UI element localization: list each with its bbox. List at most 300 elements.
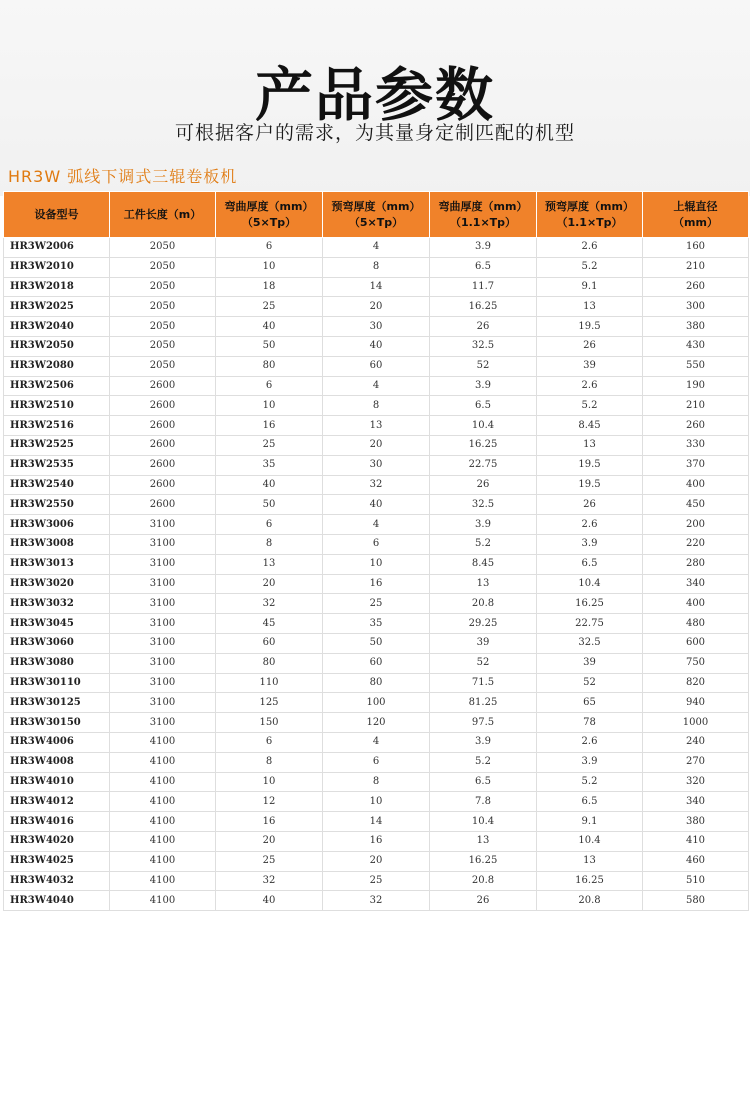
model-cell: HR3W3006: [4, 515, 110, 535]
table-cell: 4100: [110, 792, 216, 812]
table-cell: 32: [323, 891, 430, 911]
table-row: [4, 238, 749, 258]
table-cell: 16.25: [537, 594, 643, 614]
table-cell: 3.9: [537, 752, 643, 772]
table-cell: 20.8: [430, 871, 537, 891]
table-cell: 410: [643, 831, 749, 851]
table-cell: 60: [323, 356, 430, 376]
table-cell: 40: [323, 336, 430, 356]
table-cell: 10: [323, 792, 430, 812]
table-cell: 2600: [110, 435, 216, 455]
table-cell: 370: [643, 455, 749, 475]
table-cell: 4100: [110, 851, 216, 871]
table-cell: 25: [216, 435, 323, 455]
table-row: [4, 336, 749, 356]
table-cell: 2600: [110, 475, 216, 495]
table-cell: 8: [323, 772, 430, 792]
table-cell: 19.5: [537, 317, 643, 337]
model-cell: HR3W3060: [4, 633, 110, 653]
table-cell: 110: [216, 673, 323, 693]
table-cell: 32: [216, 594, 323, 614]
table-cell: 13: [216, 554, 323, 574]
model-cell: HR3W2006: [4, 238, 110, 258]
table-cell: 280: [643, 554, 749, 574]
spec-table-header: [4, 192, 749, 238]
model-cell: HR3W2050: [4, 336, 110, 356]
table-row: [4, 891, 749, 911]
table-cell: 480: [643, 614, 749, 634]
page-title: 产品参数: [254, 61, 495, 129]
table-cell: 2.6: [537, 515, 643, 535]
table-cell: 4: [323, 376, 430, 396]
table-cell: 4100: [110, 812, 216, 832]
table-cell: 1000: [643, 713, 749, 733]
table-cell: 60: [323, 653, 430, 673]
table-cell: 52: [430, 356, 537, 376]
table-cell: 460: [643, 851, 749, 871]
model-cell: HR3W2540: [4, 475, 110, 495]
table-row: [4, 851, 749, 871]
table-cell: 10.4: [430, 416, 537, 436]
table-cell: 2050: [110, 356, 216, 376]
table-cell: 260: [643, 277, 749, 297]
model-cell: HR3W2506: [4, 376, 110, 396]
table-cell: 32.5: [537, 633, 643, 653]
column-header-line1: 弯曲厚度（mm）: [224, 199, 314, 213]
table-cell: 3100: [110, 594, 216, 614]
table-cell: 3100: [110, 713, 216, 733]
table-cell: 400: [643, 475, 749, 495]
spec-table: [3, 191, 749, 911]
table-cell: 35: [216, 455, 323, 475]
table-cell: 16.25: [430, 851, 537, 871]
table-row: [4, 515, 749, 535]
table-cell: 210: [643, 257, 749, 277]
table-cell: 20: [323, 435, 430, 455]
table-cell: 3100: [110, 515, 216, 535]
table-cell: 2050: [110, 336, 216, 356]
table-cell: 240: [643, 732, 749, 752]
table-cell: 8.45: [537, 416, 643, 436]
table-cell: 4100: [110, 752, 216, 772]
table-cell: 32: [216, 871, 323, 891]
table-cell: 4100: [110, 831, 216, 851]
table-cell: 6.5: [537, 792, 643, 812]
table-cell: 65: [537, 693, 643, 713]
table-cell: 150: [216, 713, 323, 733]
table-cell: 750: [643, 653, 749, 673]
table-cell: 2600: [110, 396, 216, 416]
table-row: [4, 752, 749, 772]
table-cell: 16.25: [430, 297, 537, 317]
table-cell: 5.2: [537, 257, 643, 277]
column-header-line1: 设备型号: [34, 207, 79, 221]
table-cell: 20: [216, 574, 323, 594]
table-row: [4, 792, 749, 812]
table-cell: 39: [537, 653, 643, 673]
table-row: [4, 495, 749, 515]
table-cell: 10.4: [537, 574, 643, 594]
model-cell: HR3W4016: [4, 812, 110, 832]
table-cell: 8.45: [430, 554, 537, 574]
table-cell: 3.9: [430, 376, 537, 396]
table-cell: 510: [643, 871, 749, 891]
table-cell: 25: [323, 871, 430, 891]
table-cell: 120: [323, 713, 430, 733]
table-cell: 3100: [110, 574, 216, 594]
table-cell: 6: [216, 376, 323, 396]
table-cell: 40: [216, 891, 323, 911]
table-cell: 3100: [110, 534, 216, 554]
table-cell: 3100: [110, 554, 216, 574]
table-cell: 19.5: [537, 475, 643, 495]
column-header-line2: （1.1×Tp）: [449, 215, 517, 229]
table-cell: 2050: [110, 238, 216, 258]
table-cell: 820: [643, 673, 749, 693]
table-cell: 4: [323, 238, 430, 258]
table-row: [4, 376, 749, 396]
table-cell: 25: [216, 851, 323, 871]
model-cell: HR3W30110: [4, 673, 110, 693]
table-row: [4, 534, 749, 554]
table-cell: 50: [323, 633, 430, 653]
table-cell: 52: [430, 653, 537, 673]
table-cell: 6: [216, 732, 323, 752]
table-cell: 16: [323, 831, 430, 851]
table-cell: 400: [643, 594, 749, 614]
table-cell: 2.6: [537, 238, 643, 258]
model-cell: HR3W30125: [4, 693, 110, 713]
model-cell: HR3W4025: [4, 851, 110, 871]
model-cell: HR3W2080: [4, 356, 110, 376]
page-subtitle: 可根据客户的需求，为其量身定制匹配的机型: [174, 122, 575, 144]
table-cell: 2050: [110, 297, 216, 317]
column-header-line2: （5×Tp）: [241, 215, 297, 229]
table-cell: 20: [323, 851, 430, 871]
table-cell: 6.5: [430, 772, 537, 792]
model-cell: HR3W4008: [4, 752, 110, 772]
table-cell: 26: [537, 336, 643, 356]
table-cell: 32: [323, 475, 430, 495]
table-cell: 26: [430, 475, 537, 495]
model-cell: HR3W4010: [4, 772, 110, 792]
table-cell: 5.2: [430, 752, 537, 772]
table-cell: 8: [323, 396, 430, 416]
table-cell: 60: [216, 633, 323, 653]
table-row: [4, 812, 749, 832]
column-header-line1: 预弯厚度（mm）: [545, 199, 634, 213]
table-cell: 16.25: [430, 435, 537, 455]
table-cell: 340: [643, 792, 749, 812]
table-cell: 9.1: [537, 277, 643, 297]
column-header: [643, 192, 749, 238]
table-cell: 2.6: [537, 732, 643, 752]
model-series-title: HR3W 弧线下调式三辊卷板机: [8, 167, 238, 186]
spec-table-header-row: [4, 192, 749, 238]
table-cell: 3.9: [430, 238, 537, 258]
table-cell: 4: [323, 732, 430, 752]
table-cell: 50: [216, 336, 323, 356]
column-header: [216, 192, 323, 238]
column-header-line2: （mm）: [673, 215, 718, 229]
table-cell: 2050: [110, 277, 216, 297]
table-cell: 600: [643, 633, 749, 653]
table-cell: 80: [216, 356, 323, 376]
table-row: [4, 554, 749, 574]
table-row: [4, 257, 749, 277]
model-cell: HR3W2010: [4, 257, 110, 277]
table-cell: 4100: [110, 732, 216, 752]
table-cell: 25: [216, 297, 323, 317]
model-cell: HR3W2535: [4, 455, 110, 475]
table-cell: 71.5: [430, 673, 537, 693]
table-cell: 12: [216, 792, 323, 812]
table-cell: 52: [537, 673, 643, 693]
model-cell: HR3W2025: [4, 297, 110, 317]
table-cell: 4: [323, 515, 430, 535]
model-cell: HR3W4012: [4, 792, 110, 812]
table-cell: 10: [216, 772, 323, 792]
table-cell: 2600: [110, 495, 216, 515]
column-header-line1: 弯曲厚度（mm）: [438, 199, 528, 213]
table-cell: 4100: [110, 871, 216, 891]
table-cell: 10: [323, 554, 430, 574]
column-header-line1: 工件长度（m）: [123, 207, 202, 221]
model-cell: HR3W3013: [4, 554, 110, 574]
table-cell: 5.2: [537, 772, 643, 792]
table-row: [4, 831, 749, 851]
table-cell: 320: [643, 772, 749, 792]
table-row: [4, 416, 749, 436]
model-cell: HR3W3008: [4, 534, 110, 554]
table-cell: 16: [216, 812, 323, 832]
table-cell: 8: [323, 257, 430, 277]
table-cell: 3100: [110, 614, 216, 634]
spec-table-body: [4, 238, 749, 911]
table-cell: 40: [216, 317, 323, 337]
table-cell: 430: [643, 336, 749, 356]
header-banner: [0, 0, 750, 196]
table-cell: 78: [537, 713, 643, 733]
table-cell: 7.8: [430, 792, 537, 812]
table-cell: 6: [216, 238, 323, 258]
table-cell: 3100: [110, 693, 216, 713]
table-cell: 6.5: [537, 554, 643, 574]
table-cell: 2600: [110, 376, 216, 396]
table-cell: 40: [323, 495, 430, 515]
table-cell: 300: [643, 297, 749, 317]
table-cell: 125: [216, 693, 323, 713]
table-cell: 30: [323, 317, 430, 337]
model-cell: HR3W2516: [4, 416, 110, 436]
table-cell: 14: [323, 277, 430, 297]
table-row: [4, 317, 749, 337]
table-cell: 26: [537, 495, 643, 515]
table-cell: 80: [216, 653, 323, 673]
table-cell: 81.25: [430, 693, 537, 713]
model-cell: HR3W2018: [4, 277, 110, 297]
table-cell: 13: [323, 416, 430, 436]
table-cell: 940: [643, 693, 749, 713]
table-cell: 10: [216, 257, 323, 277]
table-cell: 3100: [110, 633, 216, 653]
model-cell: HR3W4040: [4, 891, 110, 911]
model-cell: HR3W3020: [4, 574, 110, 594]
model-cell: HR3W4020: [4, 831, 110, 851]
table-cell: 550: [643, 356, 749, 376]
table-cell: 13: [537, 851, 643, 871]
table-cell: 32.5: [430, 495, 537, 515]
table-cell: 330: [643, 435, 749, 455]
table-cell: 4100: [110, 891, 216, 911]
table-cell: 160: [643, 238, 749, 258]
table-cell: 3100: [110, 653, 216, 673]
table-cell: 3.9: [537, 534, 643, 554]
table-cell: 2.6: [537, 376, 643, 396]
table-cell: 340: [643, 574, 749, 594]
table-row: [4, 871, 749, 891]
table-cell: 3.9: [430, 515, 537, 535]
table-cell: 39: [537, 356, 643, 376]
model-cell: HR3W3080: [4, 653, 110, 673]
table-cell: 580: [643, 891, 749, 911]
table-cell: 8: [216, 752, 323, 772]
model-cell: HR3W4006: [4, 732, 110, 752]
table-cell: 25: [323, 594, 430, 614]
table-cell: 2050: [110, 257, 216, 277]
table-row: [4, 614, 749, 634]
table-cell: 20.8: [430, 594, 537, 614]
table-row: [4, 693, 749, 713]
table-cell: 16: [216, 416, 323, 436]
table-cell: 30: [323, 455, 430, 475]
table-cell: 6: [323, 534, 430, 554]
table-cell: 3.9: [430, 732, 537, 752]
table-cell: 10.4: [537, 831, 643, 851]
table-cell: 100: [323, 693, 430, 713]
table-row: [4, 732, 749, 752]
table-cell: 13: [537, 297, 643, 317]
table-cell: 190: [643, 376, 749, 396]
column-header-line1: 预弯厚度（mm）: [331, 199, 421, 213]
table-cell: 2600: [110, 416, 216, 436]
rolling-diagram: [0, 915, 750, 1101]
table-cell: 11.7: [430, 277, 537, 297]
table-cell: 14: [323, 812, 430, 832]
table-cell: 20: [216, 831, 323, 851]
column-header-line2: （5×Tp）: [348, 215, 404, 229]
table-cell: 20: [323, 297, 430, 317]
table-row: [4, 633, 749, 653]
table-row: [4, 297, 749, 317]
table-cell: 13: [430, 831, 537, 851]
table-cell: 200: [643, 515, 749, 535]
table-cell: 2050: [110, 317, 216, 337]
table-cell: 35: [323, 614, 430, 634]
model-cell: HR3W3045: [4, 614, 110, 634]
table-row: [4, 277, 749, 297]
table-cell: 22.75: [430, 455, 537, 475]
table-cell: 380: [643, 317, 749, 337]
table-cell: 22.75: [537, 614, 643, 634]
table-row: [4, 455, 749, 475]
table-cell: 9.1: [537, 812, 643, 832]
table-cell: 32.5: [430, 336, 537, 356]
table-row: [4, 772, 749, 792]
table-cell: 26: [430, 891, 537, 911]
table-cell: 380: [643, 812, 749, 832]
table-cell: 6.5: [430, 257, 537, 277]
table-row: [4, 574, 749, 594]
table-cell: 13: [537, 435, 643, 455]
table-cell: 8: [216, 534, 323, 554]
table-cell: 220: [643, 534, 749, 554]
table-cell: 26: [430, 317, 537, 337]
column-header: [430, 192, 537, 238]
column-header: [537, 192, 643, 238]
table-cell: 6: [323, 752, 430, 772]
model-cell: HR3W2040: [4, 317, 110, 337]
column-header-line1: 上辊直径: [673, 199, 718, 213]
table-cell: 20.8: [537, 891, 643, 911]
model-cell: HR3W30150: [4, 713, 110, 733]
table-cell: 29.25: [430, 614, 537, 634]
table-cell: 16.25: [537, 871, 643, 891]
column-header-line2: （1.1×Tp）: [556, 215, 623, 229]
table-cell: 19.5: [537, 455, 643, 475]
table-cell: 97.5: [430, 713, 537, 733]
table-row: [4, 475, 749, 495]
column-header: [110, 192, 216, 238]
table-row: [4, 594, 749, 614]
model-cell: HR3W2525: [4, 435, 110, 455]
table-row: [4, 673, 749, 693]
table-cell: 16: [323, 574, 430, 594]
table-cell: 3100: [110, 673, 216, 693]
table-cell: 40: [216, 475, 323, 495]
table-cell: 10: [216, 396, 323, 416]
table-cell: 2600: [110, 455, 216, 475]
table-cell: 80: [323, 673, 430, 693]
table-cell: 210: [643, 396, 749, 416]
model-cell: HR3W3032: [4, 594, 110, 614]
column-header: [4, 192, 110, 238]
table-cell: 270: [643, 752, 749, 772]
table-cell: 45: [216, 614, 323, 634]
column-header: [323, 192, 430, 238]
table-cell: 18: [216, 277, 323, 297]
table-cell: 6: [216, 515, 323, 535]
table-cell: 13: [430, 574, 537, 594]
table-row: [4, 653, 749, 673]
table-cell: 4100: [110, 772, 216, 792]
table-cell: 39: [430, 633, 537, 653]
table-cell: 260: [643, 416, 749, 436]
table-row: [4, 713, 749, 733]
table-cell: 5.2: [537, 396, 643, 416]
table-row: [4, 396, 749, 416]
model-cell: HR3W2510: [4, 396, 110, 416]
table-cell: 450: [643, 495, 749, 515]
table-row: [4, 356, 749, 376]
table-cell: 6.5: [430, 396, 537, 416]
model-cell: HR3W4032: [4, 871, 110, 891]
table-cell: 50: [216, 495, 323, 515]
table-cell: 5.2: [430, 534, 537, 554]
table-cell: 10.4: [430, 812, 537, 832]
model-cell: HR3W2550: [4, 495, 110, 515]
table-row: [4, 435, 749, 455]
